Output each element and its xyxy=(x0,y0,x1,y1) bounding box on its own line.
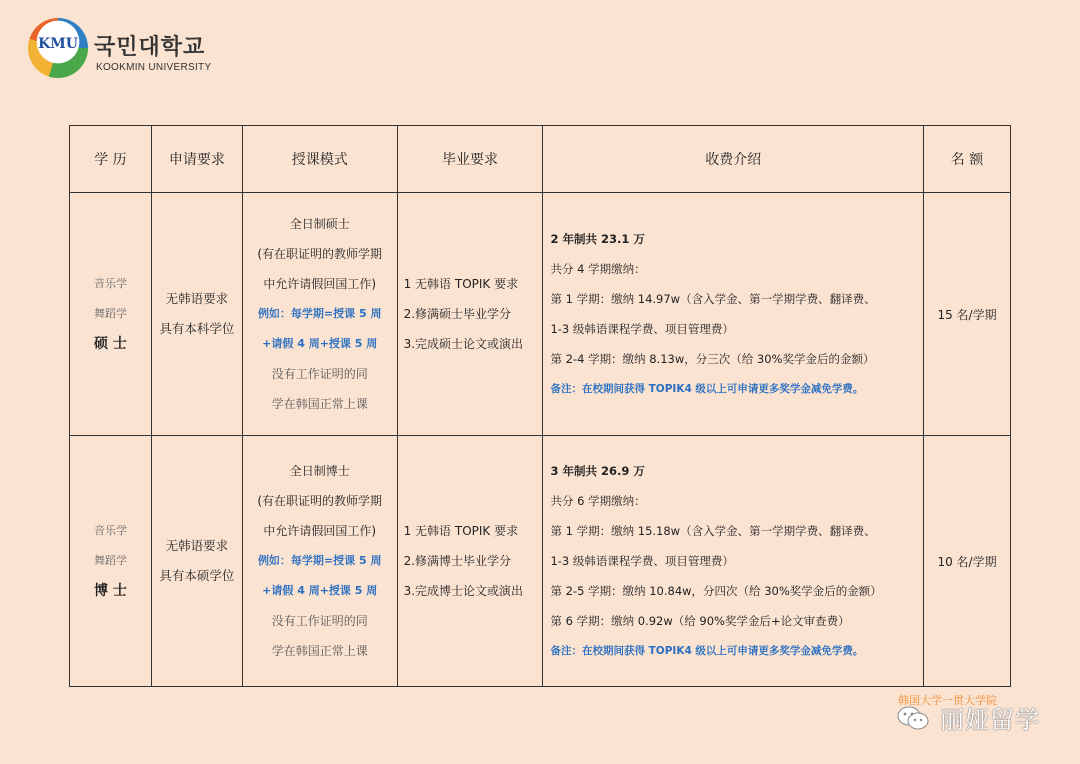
graduation-item: 2.修满硕士毕业学分 xyxy=(403,307,512,321)
mode-line: 中允许请假回国工作) xyxy=(263,524,377,538)
degree-name: 硕 士 xyxy=(94,336,127,352)
graduation-item: 1 无韩语 TOPIK 要求 xyxy=(403,277,519,291)
table-header-row xyxy=(70,126,1011,193)
program-table xyxy=(69,125,1011,687)
fee-line: 第 2-5 学期：缴纳 10.84w，分四次（给 30%奖学金后的金额） xyxy=(550,584,882,598)
fee-line: 第 1 学期：缴纳 14.97w（含入学金、第一学期学费、翻译费、 xyxy=(550,292,876,306)
major-dance: 舞蹈学 xyxy=(93,554,127,567)
logo-korean-name: 국민대학교 xyxy=(94,35,206,60)
quota-cell: 10 名/学期 xyxy=(924,436,1011,687)
mode-note: 学在韩国正常上课 xyxy=(271,397,368,411)
graduation-item: 3.完成硕士论文或演出 xyxy=(403,337,524,351)
mode-example: 例如：每学期=授课 5 周 xyxy=(257,307,382,320)
mode-line: 中允许请假回国工作) xyxy=(263,277,377,291)
mode-line: (有在职证明的教师学期 xyxy=(257,247,383,261)
degree-cell xyxy=(70,436,152,687)
graduation-item: 2.修满博士毕业学分 xyxy=(403,554,512,568)
degree-name: 博 士 xyxy=(94,583,127,599)
logo-abbr: KMU xyxy=(38,36,78,52)
fee-note: 备注：在校期间获得 TOPIK4 级以上可申请更多奖学金减免学费。 xyxy=(550,645,864,657)
fee-line: 1-3 级韩语课程学费、项目管理费） xyxy=(550,554,734,568)
graduation-cell xyxy=(397,193,543,436)
requirement-item: 无韩语要求 xyxy=(165,538,229,553)
table-row xyxy=(70,436,1011,687)
header-fees: 收费介绍 xyxy=(543,126,924,193)
fee-installments: 共分 4 学期缴纳： xyxy=(550,262,646,276)
header-graduation: 毕业要求 xyxy=(397,126,543,193)
header-requirements: 申请要求 xyxy=(151,126,242,193)
header-degree: 学 历 xyxy=(70,126,152,193)
mode-line: (有在职证明的教师学期 xyxy=(257,494,383,508)
graduation-cell xyxy=(397,436,543,687)
watermark-subtitle: 韩国大学一贯大学院 xyxy=(898,694,997,707)
degree-cell xyxy=(70,193,152,436)
major-dance: 舞蹈学 xyxy=(93,307,127,320)
requirement-item: 无韩语要求 xyxy=(165,291,229,306)
fees-cell xyxy=(543,193,924,436)
mode-example: 例如：每学期=授课 5 周 xyxy=(257,554,382,567)
major-music: 音乐学 xyxy=(93,277,127,290)
mode-note: 没有工作证明的同 xyxy=(271,614,368,628)
fee-line: 第 6 学期：缴纳 0.92w（给 90%奖学金后+论文审查费） xyxy=(550,614,850,628)
fee-total: 3 年制共 26.9 万 xyxy=(550,464,645,478)
fee-line: 第 2-4 学期：缴纳 8.13w，分三次（给 30%奖学金后的金额） xyxy=(550,352,875,366)
university-logo xyxy=(28,18,248,80)
major-music: 音乐学 xyxy=(93,524,127,537)
requirements-cell xyxy=(151,193,242,436)
requirements-cell xyxy=(151,436,242,687)
wechat-icon xyxy=(896,704,930,732)
fee-line: 第 1 学期：缴纳 15.18w（含入学金、第一学期学费、翻译费、 xyxy=(550,524,876,538)
graduation-item: 1 无韩语 TOPIK 要求 xyxy=(403,524,519,538)
mode-title: 全日制硕士 xyxy=(289,217,350,231)
requirement-item: 具有本科学位 xyxy=(159,321,235,336)
header-mode: 授课模式 xyxy=(242,126,397,193)
mode-cell xyxy=(242,436,397,687)
fee-line: 1-3 级韩语课程学费、项目管理费） xyxy=(550,322,734,336)
mode-title: 全日制博士 xyxy=(289,464,350,478)
mode-cell xyxy=(242,193,397,436)
graduation-item: 3.完成博士论文或演出 xyxy=(403,584,524,598)
mode-example: +请假 4 周+授课 5 周 xyxy=(262,584,378,597)
fee-note: 备注：在校期间获得 TOPIK4 级以上可申请更多奖学金减免学费。 xyxy=(550,383,864,395)
fees-cell xyxy=(543,436,924,687)
quota-cell: 15 名/学期 xyxy=(924,193,1011,436)
table-row xyxy=(70,193,1011,436)
watermark-brand: 丽娅留学 xyxy=(940,706,1040,734)
fee-total: 2 年制共 23.1 万 xyxy=(550,232,645,246)
kmu-emblem-icon xyxy=(28,18,88,78)
header-quota: 名 额 xyxy=(924,126,1011,193)
mode-example: +请假 4 周+授课 5 周 xyxy=(262,337,378,350)
requirement-item: 具有本硕学位 xyxy=(159,568,235,583)
logo-english-name: KOOKMIN UNIVERSITY xyxy=(96,62,212,73)
mode-note: 学在韩国正常上课 xyxy=(271,644,368,658)
mode-note: 没有工作证明的同 xyxy=(271,367,368,381)
fee-installments: 共分 6 学期缴纳： xyxy=(550,494,646,508)
